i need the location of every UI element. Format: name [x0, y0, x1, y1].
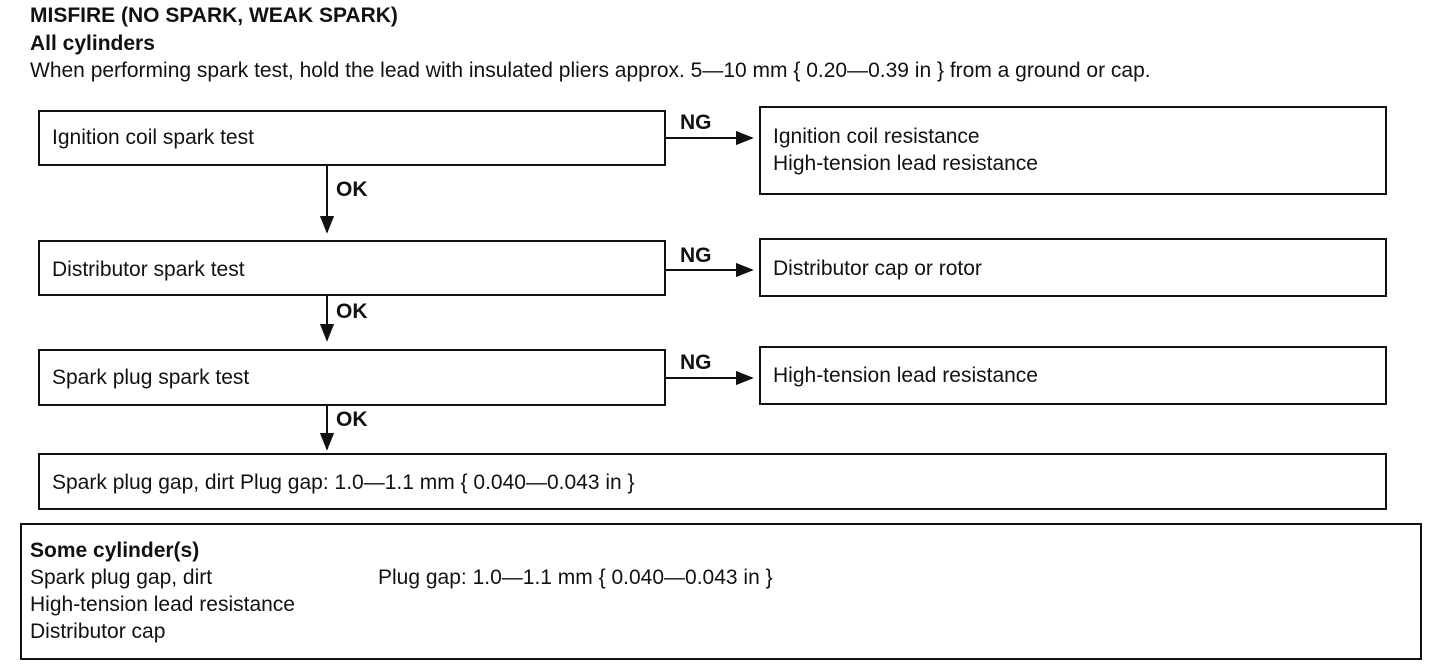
ok-label-1: OK [336, 178, 368, 201]
section-subtitle: All cylinders [30, 32, 155, 55]
instruction-note: When performing spark test, hold the lead with insulated pliers approx. 5—10 mm { 0.20—0.39 in } from a ground or cap. [30, 59, 1151, 82]
step-label: Ignition coil spark test [52, 126, 254, 149]
ng-label-2: NG [680, 244, 712, 267]
some-plug-gap-spec: Plug gap: 1.0—1.1 mm { 0.040—0.043 in } [378, 566, 773, 589]
step-spark-plug-gap [38, 453, 1387, 510]
result-label: Distributor cap or rotor [773, 257, 982, 280]
result-label: High-tension lead resistance [773, 364, 1038, 387]
some-item-1: Spark plug gap, dirt [30, 566, 213, 589]
result-coil-lead-resistance [759, 106, 1387, 195]
ok-label-2: OK [336, 300, 368, 323]
step-ignition-coil-spark-test [38, 110, 666, 166]
result-line-2: High-tension lead resistance [773, 152, 1038, 175]
some-item-2: High-tension lead resistance [30, 593, 295, 616]
step-label: Spark plug spark test [52, 366, 250, 389]
step-spark-plug-spark-test [38, 349, 666, 406]
result-line-1: Ignition coil resistance [773, 125, 980, 148]
some-cylinders-heading: Some cylinder(s) [30, 539, 200, 562]
some-cylinders-box [20, 523, 1422, 660]
result-distributor-cap-rotor [759, 238, 1387, 297]
ok-label-3: OK [336, 408, 368, 431]
step-label: Spark plug gap, dirt Plug gap: 1.0—1.1 mm { 0.040—0.043 in } [52, 471, 635, 494]
ng-label-3: NG [680, 351, 712, 374]
ng-label-1: NG [680, 111, 712, 134]
some-item-3: Distributor cap [30, 620, 166, 643]
page-title: MISFIRE (NO SPARK, WEAK SPARK) [30, 4, 398, 27]
step-distributor-spark-test [38, 240, 666, 296]
step-label: Distributor spark test [52, 258, 245, 281]
result-high-tension-lead [759, 346, 1387, 405]
